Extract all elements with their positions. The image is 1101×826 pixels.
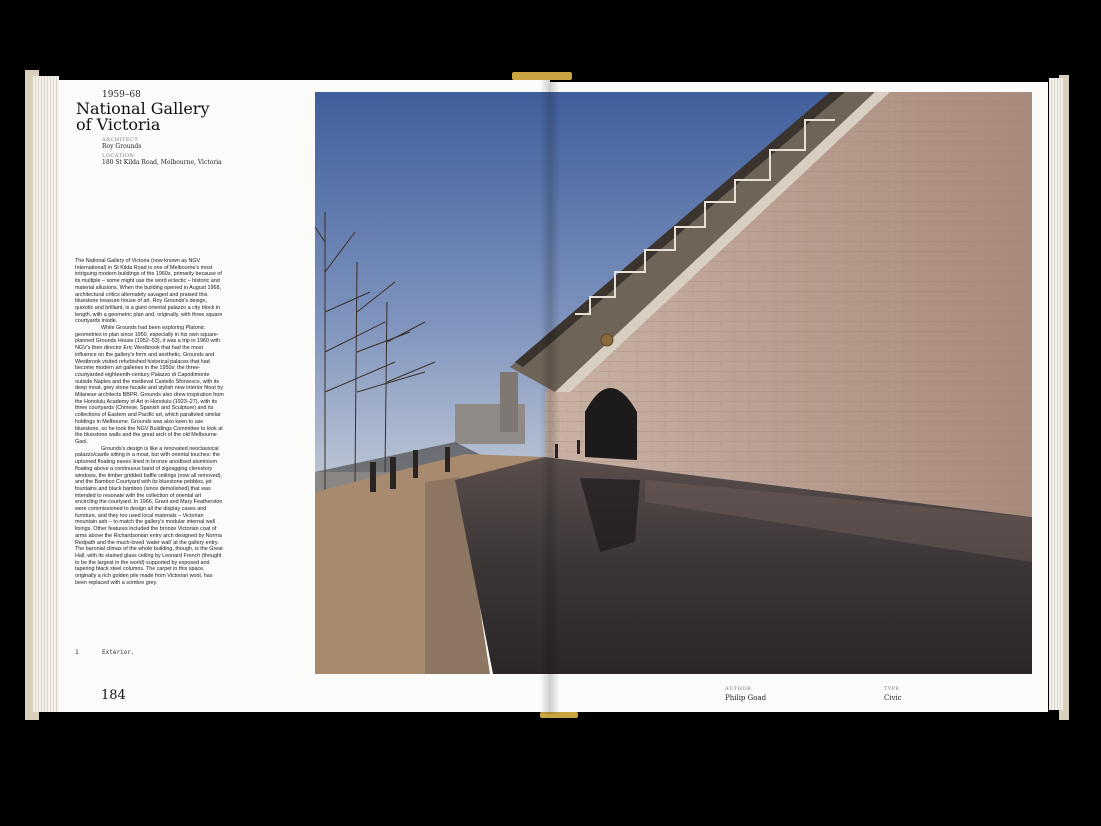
location-label: LOCATION (102, 153, 135, 159)
entry-title-line-1: National Gallery (76, 99, 210, 118)
body-paragraph: While Grounds had been exploring Platonic geometries in plan since 1950, especially in his own square-planned Grounds House (1952–53), it was a trip in 1960 with NGV's then director Eric Westbrook that had the most influence on the gallery's form and aesthetic. Grounds and Westbrook visited refurbished historical palaces that had become modern art galleries in the 1950s: the three-courtyarded eighteenth-century Palazzo di Capodimonte outside Naples and the medieval Castello Sforzesco, with its deep moat, grey stone facade and stylish new interior fitout by Milanese architects BBPR. Grounds also drew inspiration from the Honolulu Academy of Art in Honolulu (1923–27), with its three courtyards (Chinese, Spanish and Sculpture) and its collections of Eastern and Pacific art, which paralleled similar holdings in Melbourne. Grounds was also keen to use bluestone, so he took the NGV Buildings Committee to look at the bluestone walls and the great arch of the old Melbourne Gaol. (75, 325, 224, 445)
entry-title-line-2: of Victoria (76, 115, 161, 134)
caption-number: 1 (75, 649, 79, 656)
type-value: Civic (884, 694, 902, 702)
author-label: AUTHOR (725, 686, 752, 692)
architect-name: Roy Grounds (102, 143, 142, 150)
coat-of-arms-icon (601, 334, 613, 346)
body-text (75, 258, 225, 586)
body-paragraph: The National Gallery of Victoria (now known as NGV International) in St Kilda Road is one of Melbourne's most intriguing modern buildings of the 1960s, primarily because of its multiple – some might use the word eclectic – historic and material allusions. When the building opened in August 1968, architectural critics alternately savaged and praised this bluestone treasure house of art. Roy Grounds's design, quixotic and brilliant, is a giant oriental palazzo a city block in length, with a geometric plan and, originally, with three square courtyards inside. (75, 258, 223, 325)
type-label: TYPE (884, 686, 900, 692)
distant-tower (500, 372, 518, 432)
page-edges-left (33, 76, 59, 712)
body-paragraph: Grounds's design is like a renovated neoclassical palazzo/castle sitting in a moat, but with oriental touches: the upturned floating eaves lined in bronze anodised aluminium floating above a continuous band of zigzagging clerestory windows, the timber gridded baffle ceilings (now all removed), and the Bamboo Courtyard with its bluestone pebbles, jet fountains and black bamboo (since demolished) that was intended to resonate with the collection of oriental art encircling the courtyard. In 1966, Grant and Mary Featherston were commissioned to design all the display cases and furniture, and they too used local materials – Victorian mountain ash – to match the gallery's modular internal wall linings. Other features included the bronze Victorian coat of arms above the Richardsonian entry arch designed by Norma Redpath and the much-loved 'water wall' at the gallery entry. The baronial climax of the whole building, though, is the Great Hall, with its stained glass ceiling by Leonard French (thought to be the largest in the world) supported by exposed and tapering black steel columns. The carpet in this space, originally a rich golden pile made from Victorian wool, has been replaced with a sombre grey. (75, 445, 223, 586)
caption-text: Exterior. (102, 649, 135, 656)
page-number: 184 (101, 688, 126, 703)
headband-top (512, 72, 572, 80)
photo-illustration (315, 92, 1032, 674)
entry-title (76, 101, 276, 133)
author-name: Philip Goad (725, 694, 767, 702)
headband-bottom (540, 712, 578, 718)
page-edges-right (1049, 78, 1063, 710)
entry-years: 1959–68 (102, 90, 141, 100)
architect-label: ARCHITECT (102, 137, 139, 143)
location-value: 180 St Kilda Road, Melbourne, Victoria (102, 159, 222, 166)
exterior-photograph (315, 92, 1032, 674)
